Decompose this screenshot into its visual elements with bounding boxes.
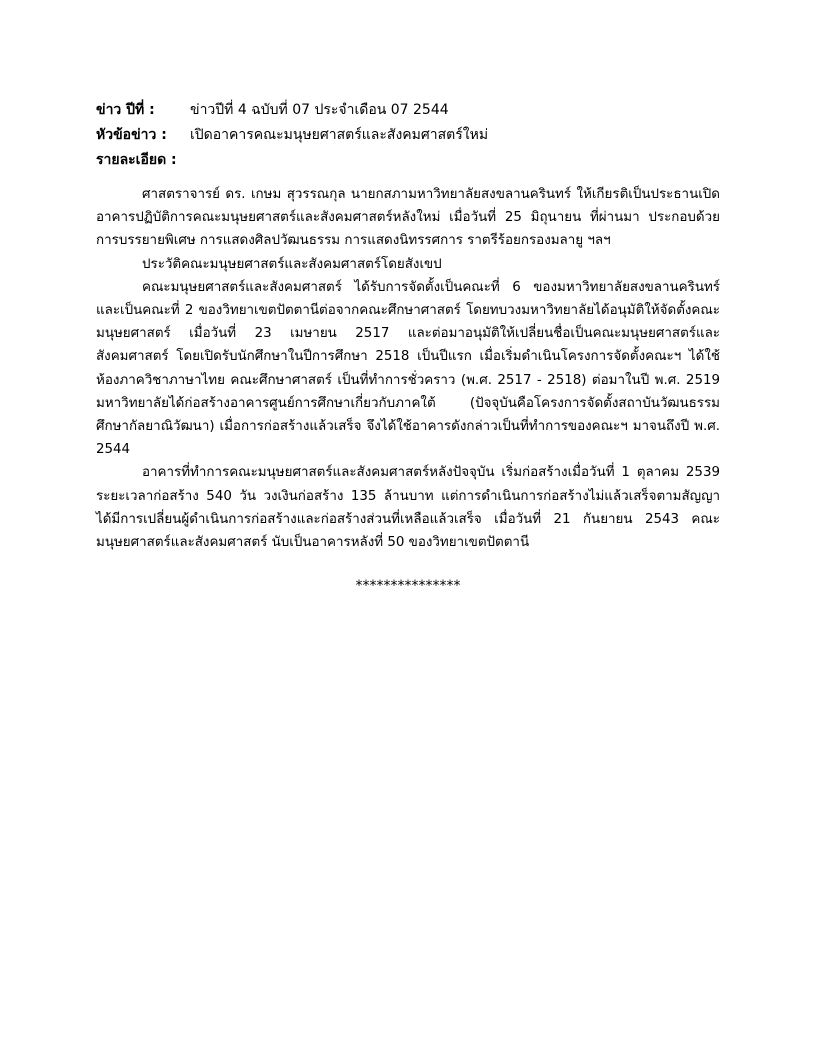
issue-label: ข่าว ปีที่ : [96, 102, 155, 118]
document-page [96, 98, 720, 596]
paragraph-opening-ceremony: ศาสตราจารย์ ดร. เกษม สุวรรณกุล นายกสภามหาวิทยาลัยสงขลานครินทร์ ให้เกียรติเป็นประธานเปิดอาคารปฏิบัติการคณะมนุษยศาสตร์และสังคมศาสตร์หลังใหม่ เมื่อวันที่ 25 มิถุนายน ที่ผ่านมา ประกอบด้วยการบรรยายพิเศษ การแสดงศิลปวัฒนธรรม การแสดงนิทรรศการ ราตรีร้อยกรองมลายู ฯลฯ [96, 187, 720, 249]
subject-row [96, 123, 720, 148]
details-label: รายละเอียด : [96, 152, 177, 168]
paragraph-building-construction: อาคารที่ทำการคณะมนุษยศาสตร์และสังคมศาสตร์หลังปัจจุบัน เริ่มก่อสร้างเมื่อวันที่ 1 ตุลาคม 2539 ระยะเวลาก่อสร้าง 540 วัน วงเงินก่อสร้าง 135 ล้านบาท แต่การดำเนินการก่อสร้างไม่แล้วเสร็จตามสัญญา ได้มีการเปลี่ยนผู้ดำเนินการก่อสร้างและก่อสร้างส่วนที่เหลือแล้วเสร็จ เมื่อวันที่ 21 กันยายน 2543 คณะมนุษยศาสตร์และสังคมศาสตร์ นับเป็นอาคารหลังที่ 50 ของวิทยาเขตปัตตานี [96, 465, 720, 551]
subject-label: หัวข้อข่าว : [96, 127, 167, 143]
separator-asterisks: *************** [355, 578, 461, 595]
issue-value: ข่าวปีที่ 4 ฉบับที่ 07 ประจำเดือน 07 2544 [190, 102, 449, 118]
issue-row [96, 98, 720, 123]
history-heading: ประวัติคณะมนุษยศาสตร์และสังคมศาสตร์โดยสังเขป [142, 256, 442, 272]
subject-value: เปิดอาคารคณะมนุษยศาสตร์และสังคมศาสตร์ใหม่ [190, 127, 489, 143]
paragraph-faculty-history: คณะมนุษยศาสตร์และสังคมศาสตร์ ได้รับการจัดตั้งเป็นคณะที่ 6 ของมหาวิทยาลัยสงขลานครินทร์ และเป็นคณะที่ 2 ของวิทยาเขตปัตตานีต่อจากคณะศึกษาศาสตร์ โดยทบวงมหาวิทยาลัยได้อนุมัติให้จัดตั้งคณะมนุษยศาสตร์ เมื่อวันที่ 23 เมษายน 2517 และต่อมาอนุมัติให้เปลี่ยนชื่อเป็นคณะมนุษยศาสตร์และสังคมศาสตร์ โดยเปิดรับนักศึกษาในปีการศึกษา 2518 เป็นปีแรก เมื่อเริ่มดำเนินโครงการจัดตั้งคณะฯ ได้ใช้ห้องภาควิชาภาษาไทย คณะศึกษาศาสตร์ เป็นที่ทำการชั่วคราว (พ.ศ. 2517 - 2518) ต่อมาในปี พ.ศ. 2519 มหาวิทยาลัยได้ก่อสร้างอาคารศูนย์การศึกษาเกี่ยวกับภาคใต้ (ปัจจุบันคือโครงการจัดตั้งสถาบันวัฒนธรรมศึกษากัลยาณิวัฒนา) เมื่อการก่อสร้างแล้วเสร็จ จึงได้ใช้อาคารดังกล่าวเป็นที่ทำการของคณะฯ มาจนถึงปี พ.ศ. 2544 [96, 279, 720, 458]
